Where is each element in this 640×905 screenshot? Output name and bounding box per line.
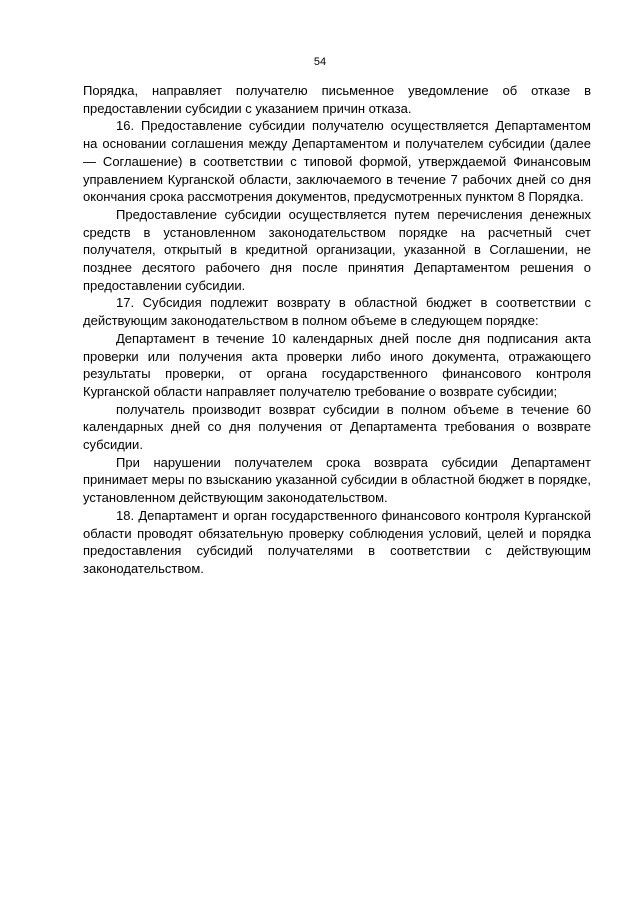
paragraph-item-16: 16. Предоставление субсидии получателю осуществляется Департаментом на основании соглашения между Департаментом и получателем субсидии (далее — Соглашение) в соответствии с типовой формой, утверждаемой Финансовым управлением Курганской области, заключаемого в течение 7 рабочих дней со дня окончания срока рассмотрения документов, предусмотренных пунктом 8 Порядка. bbox=[83, 118, 591, 205]
paragraph-item-17: 17. Субсидия подлежит возврату в областной бюджет в соответствии с действующим законодательством в полном объеме в следующем порядке: bbox=[83, 295, 591, 329]
paragraph-transfer: Предоставление субсидии осуществляется путем перечисления денежных средств в установленном законодательством порядке на расчетный счет получателя, открытый в кредитной организации, указанной в Соглашении, не позднее десятого рабочего дня после принятия Департаментом решения о предоставлении субсидии. bbox=[83, 206, 591, 293]
paragraph-violation: При нарушении получателем срока возврата субсидии Департамент принимает меры по взысканию указанной субсидии в областной бюджет в порядке, установленном действующим законодательством. bbox=[83, 454, 591, 506]
document-body bbox=[83, 82, 591, 578]
paragraph-recipient-return: получатель производит возврат субсидии в полном объеме в течение 60 календарных дней со дня получения от Департамента требования о возврате субсидии. bbox=[83, 401, 591, 453]
paragraph-continuation: Порядка, направляет получателю письменное уведомление об отказе в предоставлении субсидии с указанием причин отказа. bbox=[83, 83, 591, 116]
paragraph-item-18: 18. Департамент и орган государственного финансового контроля Курганской области проводят обязательную проверку соблюдения условий, целей и порядка предоставления субсидий получателями в соответствии с действующим законодательством. bbox=[83, 507, 591, 576]
page-number: 54 bbox=[313, 56, 327, 68]
paragraph-department-demand: Департамент в течение 10 календарных дней после дня подписания акта проверки или получения акта проверки либо иного документа, отражающего результаты проверки, от органа государственного финансового контроля Курганской области направляет получателю требование о возврате субсидии; bbox=[83, 330, 591, 399]
